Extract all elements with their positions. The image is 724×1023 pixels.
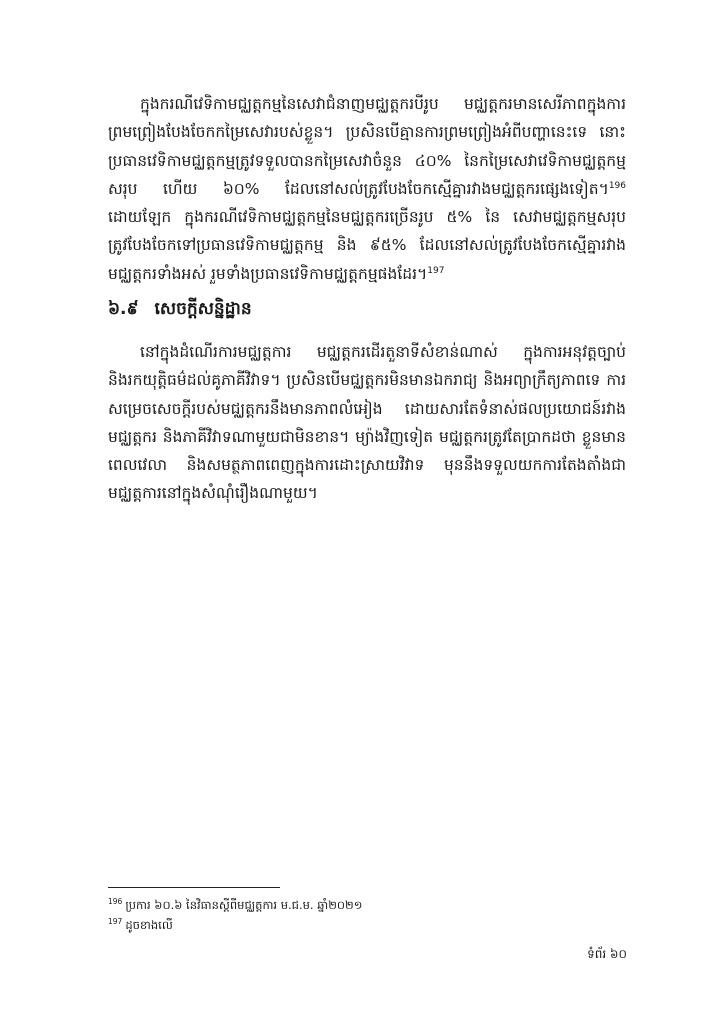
paragraph-1-text: ក្នុងករណីវេទិកាមជ្ឈត្តកម្មនៃសេវាជំនាញមជ្ឈត្តករបីរូប មជ្ឈត្តករមានសេរីភាពក្នុងការព្រមព្រៀងបែងចែកកម្រៃសេវារបស់ខ្លួន។ ប្រសិនបើគ្មានការព្រមព្រៀងអំពីបញ្ហានេះទេ នោះប្រធានវេទិកាមជ្ឈត្តកម្មត្រូវទទួលបានកម្រៃសេវាចំនួន ៤០% នៃកម្រៃសេវាវេទិកាមជ្ឈត្តកម្មសរុប ហើយ ៦០% ដែលនៅសល់ត្រូវបែងចែកស្មើគ្នារវាងមជ្ឈត្តករផ្សេងទៀត។: [108, 95, 626, 198]
footnote-ref-197[interactable]: 197: [427, 265, 445, 276]
footnote-mark: 197: [108, 917, 123, 927]
section-heading: [108, 298, 252, 323]
section-title: សេចក្តីសន្និដ្ឋាន: [154, 299, 252, 319]
footnote-text: ដូចខាងលើ: [125, 918, 173, 932]
paragraph-1-text-continued: ដោយឡែក ក្នុងករណីវេទិកាមជ្ឈត្តកម្មនៃមជ្ឈត្តករច្រើនរូប ៥% នៃ សេវាមជ្ឈត្តកម្មសរុបត្រូវបែងចែកទៅប្រធានវេទិកាមជ្ឈត្តកម្ម និង ៩៥% ដែលនៅសល់ត្រូវបែងចែកស្មើគ្នារវាងមជ្ឈត្តករទាំងអស់ រួមទាំងប្រធានវេទិកាមជ្ឈត្តកម្មផងដែរ។: [108, 208, 626, 283]
paragraph-2-text: នៅក្នុងដំណើរការមជ្ឈត្តការ មជ្ឈត្តករដើរតួនាទីសំខាន់ណាស់ ក្នុងការអនុវត្តច្បាប់ និងរកយុត្តិធម៌ដល់គូភាគីវិវាទ។ ប្រសិនបើមជ្ឈត្តករមិនមានឯករាជ្យ និងអព្យាក្រឹត្យភាពទេ ការសម្រេចសេចក្តីរបស់មជ្ឈត្តករនឹងមានភាពលំអៀង ដោយសារតែទំនាស់ផលប្រយោជន៍រវាងមជ្ឈត្តករ និងភាគីវិវាទណាមួយជាមិនខាន។ ម្យ៉ាងវិញទៀត មជ្ឈត្តករត្រូវតែប្រាកដថា ខ្លួនមានពេលវេលា និងសមត្ថភាពពេញក្នុងការដោះស្រាយវិវាទ មុននឹងទទួលយកការតែងតាំងជាមជ្ឈត្តការនៅក្នុងសំណុំរឿងណាមួយ។: [108, 343, 626, 503]
footnote-divider: [108, 887, 280, 888]
body-paragraph-1: [108, 90, 626, 288]
footnote-196: [108, 897, 362, 913]
footnote-ref-196[interactable]: 196: [608, 180, 626, 191]
footnote-mark: 196: [108, 897, 123, 907]
footnote-197: [108, 917, 173, 933]
footnote-text: ប្រការ ៦០.៦ នៃវិធានស្តីពីមជ្ឈត្តការ ម.ជ.ម. ឆ្នាំ២០២១: [125, 898, 363, 912]
body-paragraph-2: [108, 338, 626, 508]
page-number: ទំព័រ ៦០: [587, 947, 627, 961]
section-number: ៦.៩: [108, 299, 139, 319]
